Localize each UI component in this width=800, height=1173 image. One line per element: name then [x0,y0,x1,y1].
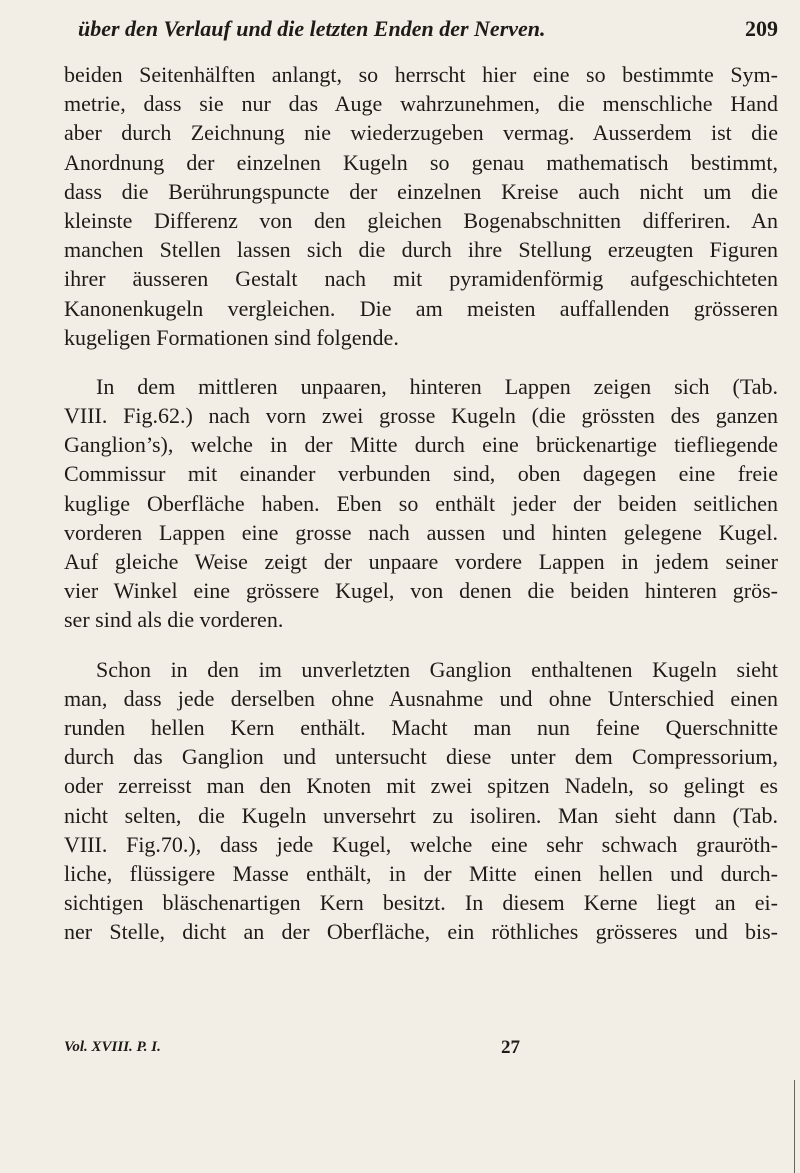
paragraph-2 [64,372,778,635]
page-footer [64,1037,778,1067]
text-line: Schon in den im unverletzten Ganglion enthaltenen Kugeln sieht [96,656,778,682]
text-line: man, dass jede derselben ohne Ausnahme und ohne Unterschied einen [64,685,778,711]
text-line: ser sind als die vorderen. [64,607,284,633]
text-line: Kanonenkugeln vergleichen. Die am meisten auffallenden grösseren [64,295,778,321]
running-header [64,16,778,50]
text-line: vorderen Lappen eine grosse nach aussen und hinten gelegene Kugel. [64,519,778,545]
text-line: Commissur mit einander verbunden sind, oben dagegen eine freie [64,461,778,487]
paragraph-1 [64,60,778,352]
text-line: VIII. Fig.70.), dass jede Kugel, welche eine sehr schwach grauröth- [64,831,778,857]
sheet-number: 27 [501,1037,520,1058]
text-line: Auf gleiche Weise zeigt der unpaare vordere Lappen in jedem seiner [64,549,778,574]
body-text [64,60,778,946]
text-line: Anordnung der einzelnen Kugeln so genau mathematisch bestimmt, [64,149,778,175]
volume-signature: Vol. XVIII. P. I. [64,1039,161,1055]
text-line: ner Stelle, dicht an der Oberfläche, ein röthliches grösseres und bis- [64,919,778,945]
text-line: vier Winkel eine grössere Kugel, von denen die beiden hinteren grös- [64,578,778,604]
paragraph-3 [64,655,778,947]
text-line: liche, flüssigere Masse enthält, in der Mitte einen hellen und durch- [64,860,778,886]
text-line: ihrer äusseren Gestalt nach mit pyramidenförmig aufgeschichteten [64,266,778,292]
text-line: kleinste Differenz von den gleichen Bogenabschnitten differiren. An [64,207,778,233]
text-line: VIII. Fig.62.) nach vorn zwei grosse Kugeln (die grössten des ganzen [64,403,778,429]
text-line: Ganglion’s), welche in der Mitte durch eine brückenartige tiefliegende [64,432,778,458]
text-line: sichtigen bläschenartigen Kern besitzt. In diesem Kerne liegt an ei- [64,890,778,916]
text-line: runden hellen Kern enthält. Macht man nun feine Querschnitte [64,714,778,740]
text-line: manchen Stellen lassen sich die durch ihre Stellung erzeugten Figuren [64,237,778,263]
text-line: kuglige Oberfläche haben. Eben so enthält jeder der beiden seitlichen [64,490,778,516]
running-title: über den Verlauf und die letzten Enden der Nerven. [78,16,546,41]
text-line: In dem mittleren unpaaren, hinteren Lappen zeigen sich (Tab. [96,373,778,399]
text-line: durch das Ganglion und untersucht diese unter dem Compressorium, [64,744,778,770]
text-line: nicht selten, die Kugeln unversehrt zu isoliren. Man sieht dann (Tab. [64,802,778,828]
page-edge-line [794,1080,795,1173]
page-number: 209 [745,16,778,41]
text-line: beiden Seitenhälften anlangt, so herrscht hier eine so bestimmte Sym- [64,62,778,87]
text-line: oder zerreisst man den Knoten mit zwei spitzen Nadeln, so gelingt es [64,773,778,799]
text-line: metrie, dass sie nur das Auge wahrzunehmen, die menschliche Hand [64,91,778,117]
text-line: kugeligen Formationen sind folgende. [64,324,399,350]
text-line: aber durch Zeichnung nie wiederzugeben vermag. Ausserdem ist die [64,120,778,146]
text-line: dass die Berührungspuncte der einzelnen Kreise auch nicht um die [64,178,778,204]
